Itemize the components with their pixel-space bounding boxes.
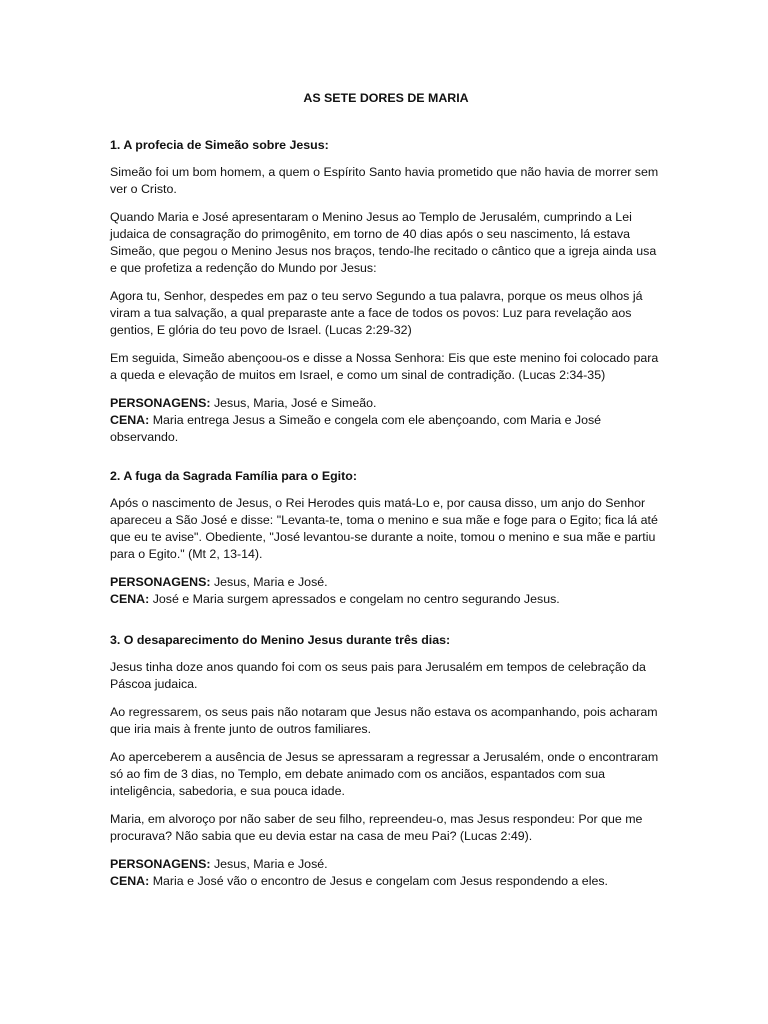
paragraph: Agora tu, Senhor, despedes em paz o teu servo Segundo a tua palavra, porque os meus olhos já viram a tua salvação, a qual preparaste ante a face de todos os povos: Luz para revelação aos gentios, E glória do teu povo de Israel. (Lucas 2:29-32) xyxy=(110,289,643,337)
scene-line xyxy=(110,591,662,608)
section-heading: 1. A profecia de Simeão sobre Jesus: xyxy=(110,138,329,152)
paragraph: Ao regressarem, os seus pais não notaram que Jesus não estava os acompanhando, pois acharam que iria mais à frente junto de outros familiares. xyxy=(110,705,658,736)
scene-label: CENA: xyxy=(110,413,150,427)
document-title: AS SETE DORES DE MARIA xyxy=(303,91,469,105)
paragraph: Ao aperceberem a ausência de Jesus se apressaram a regressar a Jerusalém, onde o encontraram só ao fim de 3 dias, no Templo, em debate animado com os anciãos, espantados com sua inteligência, sabedoria, e sua pouca idade. xyxy=(110,750,659,798)
characters-line xyxy=(110,574,662,591)
section-heading: 2. A fuga da Sagrada Família para o Egito: xyxy=(110,469,357,483)
characters-value: Jesus, Maria, José e Simeão. xyxy=(210,396,377,410)
section-2 xyxy=(110,468,662,608)
characters-line xyxy=(110,856,662,873)
paragraph: Em seguida, Simeão abençoou-os e disse a Nossa Senhora: Eis que este menino foi colocado para a queda e elevação de muitos em Israel, e como um sinal de contradição. (Lucas 2:34-35) xyxy=(110,351,659,382)
scene-value: Maria entrega Jesus a Simeão e congela com ele abençoando, com Maria e José observando. xyxy=(110,413,602,444)
scene-info xyxy=(110,395,662,446)
characters-line xyxy=(110,395,662,412)
paragraph: Jesus tinha doze anos quando foi com os seus pais para Jerusalém em tempos de celebração da Páscoa judaica. xyxy=(110,660,646,691)
scene-line xyxy=(110,873,662,890)
scene-info xyxy=(110,574,662,608)
scene-label: CENA: xyxy=(110,592,150,606)
scene-line xyxy=(110,412,662,446)
section-heading: 3. O desaparecimento do Menino Jesus durante três dias: xyxy=(110,633,451,647)
scene-label: CENA: xyxy=(110,874,150,888)
paragraph: Quando Maria e José apresentaram o Menino Jesus ao Templo de Jerusalém, cumprindo a Lei judaica de consagração do primogênito, em torno de 40 dias após o seu nascimento, lá estava Simeão, que pegou o Menino Jesus nos braços, tendo-lhe recitado o cântico que a igreja ainda usa e que profetiza a redenção do Mundo por Jesus: xyxy=(110,210,657,275)
scene-info xyxy=(110,856,662,890)
characters-value: Jesus, Maria e José. xyxy=(210,857,328,871)
characters-label: PERSONAGENS: xyxy=(110,396,211,410)
scene-value: José e Maria surgem apressados e congelam no centro segurando Jesus. xyxy=(149,592,560,606)
section-3 xyxy=(110,632,662,890)
characters-label: PERSONAGENS: xyxy=(110,575,211,589)
document-page xyxy=(110,90,662,901)
paragraph: Simeão foi um bom homem, a quem o Espírito Santo havia prometido que não havia de morrer sem ver o Cristo. xyxy=(110,165,659,196)
characters-value: Jesus, Maria e José. xyxy=(210,575,328,589)
paragraph: Após o nascimento de Jesus, o Rei Herodes quis matá-Lo e, por causa disso, um anjo do Senhor apareceu a São José e disse: "Levanta-te, toma o menino e sua mãe e foge para o Egito; fica lá até que eu te avise". Obediente, "José levantou-se durante a noite, tomou o menino e sua mãe e partiu para o Egito." (Mt 2, 13-14). xyxy=(110,496,658,561)
section-1 xyxy=(110,137,662,446)
scene-value: Maria e José vão o encontro de Jesus e congelam com Jesus respondendo a eles. xyxy=(149,874,608,888)
characters-label: PERSONAGENS: xyxy=(110,857,211,871)
paragraph: Maria, em alvoroço por não saber de seu filho, repreendeu-o, mas Jesus respondeu: Por que me procurava? Não sabia que eu devia estar na casa de meu Pai? (Lucas 2:49). xyxy=(110,812,643,843)
